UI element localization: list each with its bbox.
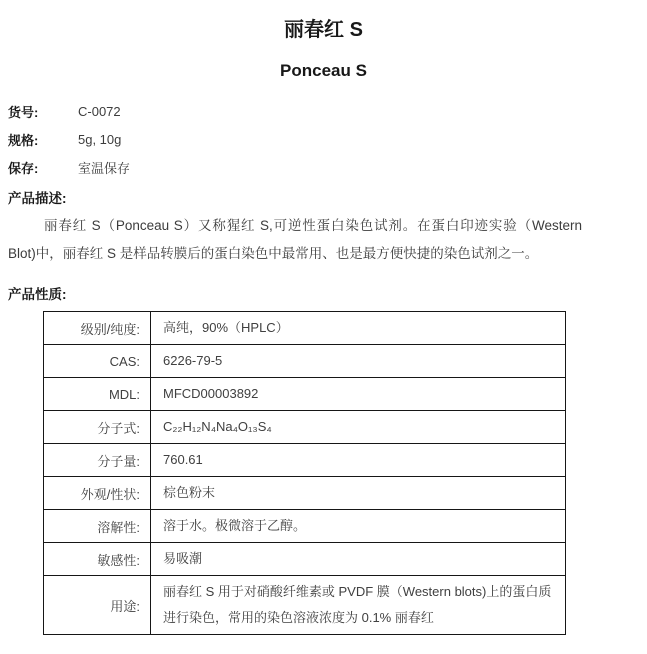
table-row-solubility [44,510,566,543]
table-row-sensitivity [44,543,566,576]
size-label: 规格: [8,132,39,148]
appearance-value: 棕色粉末 [151,477,566,510]
info-row-size [8,125,130,153]
catalog-number-label: 货号: [8,104,39,120]
product-title-en: Ponceau S [280,61,367,80]
usage-label: 用途: [44,576,151,635]
size-value: 5g, 10g [78,131,122,147]
usage-value: 丽春红 S 用于对硝酸纤维素或 PVDF 膜（Western blots)上的蛋白质进行染色，常用的染色溶液浓度为 0.1% 丽春红 [151,576,566,635]
grade-value: 高纯，90%（HPLC） [151,312,566,345]
sensitivity-label: 敏感性: [44,543,151,576]
storage-value: 室温保存 [78,160,131,176]
appearance-label: 外观/性状: [44,477,151,510]
description-paragraph: 丽春红 S（Ponceau S）又称猩红 S,可逆性蛋白染色试剂。在蛋白印迹实验（Western Blot)中，丽春红 S 是样品转膜后的蛋白染色中最常用、也是最方便快捷的染色试剂之一。 [8,218,582,261]
table-row-appearance [44,477,566,510]
table-row-mdl [44,378,566,411]
molweight-value: 760.61 [151,444,566,477]
table-row-formula [44,411,566,444]
table-row-usage [44,576,566,635]
molweight-label: 分子量: [44,444,151,477]
storage-label: 保存: [8,160,39,176]
solubility-label: 溶解性: [44,510,151,543]
properties-table [43,311,566,635]
table-row-grade [44,312,566,345]
mdl-label: MDL: [44,378,151,411]
cas-label: CAS: [44,345,151,378]
mdl-value: MFCD00003892 [151,378,566,411]
solubility-value: 溶于水。极微溶于乙醇。 [151,510,566,543]
table-row-molweight [44,444,566,477]
cas-value: 6226-79-5 [151,345,566,378]
formula-label: 分子式: [44,411,151,444]
product-title-cn: 丽春红 S [284,19,363,41]
properties-heading: 产品性质: [8,287,67,302]
catalog-number-value: C-0072 [78,103,121,119]
formula-value: C₂₂H₁₂N₄Na₄O₁₃S₄ [151,411,566,444]
sensitivity-value: 易吸潮 [151,543,566,576]
description-heading: 产品描述: [8,191,67,206]
product-info-block [8,97,130,181]
info-row-catalog [8,97,130,125]
grade-label: 级别/纯度: [44,312,151,345]
info-row-storage [8,153,130,181]
table-row-cas [44,345,566,378]
